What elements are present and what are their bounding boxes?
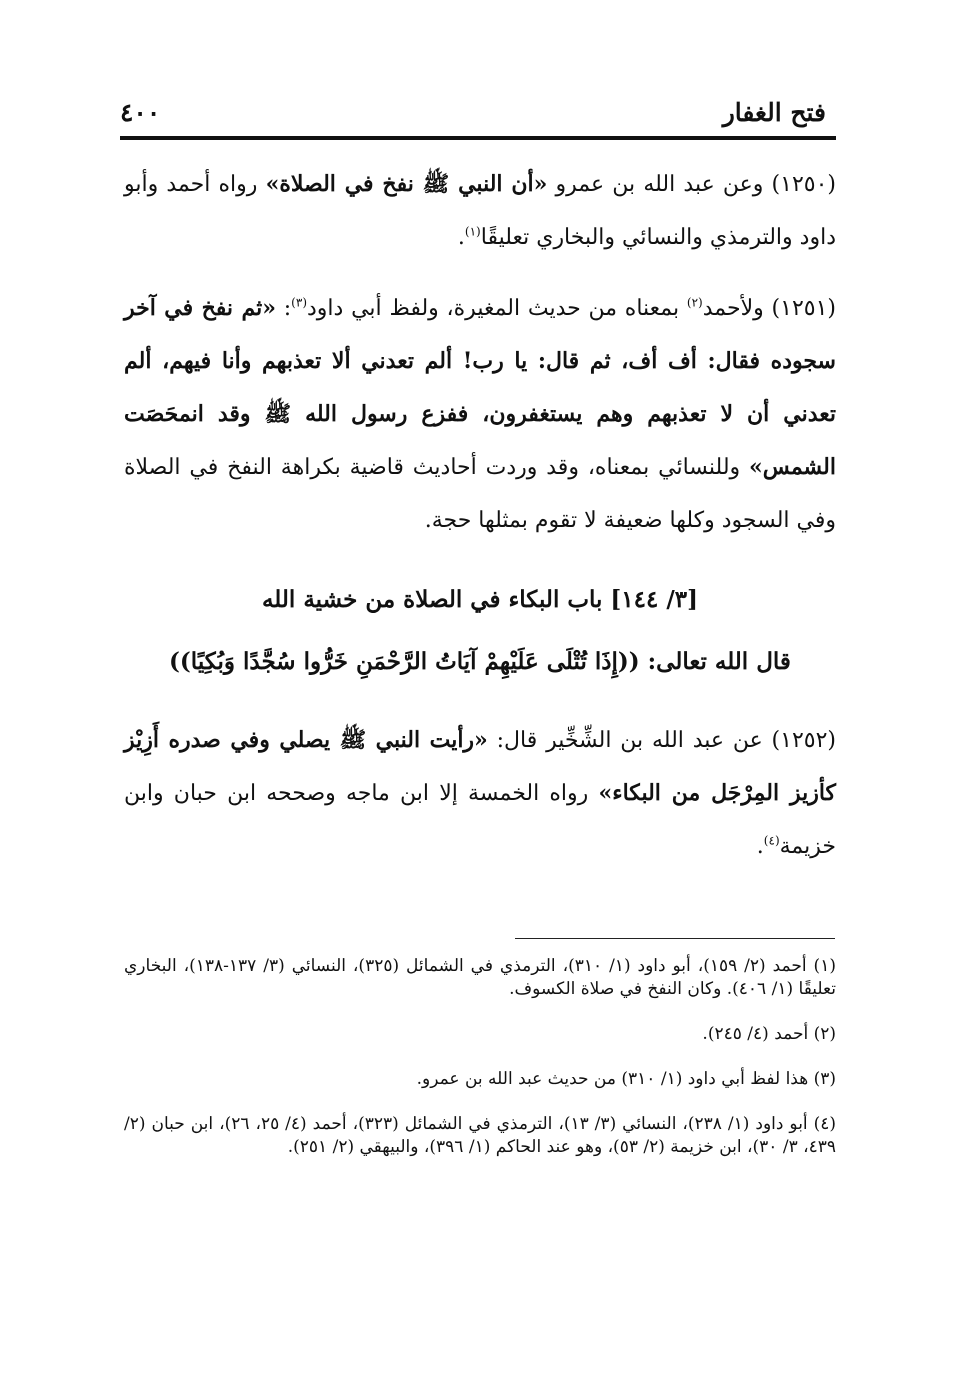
footnote-2: (٢) أحمد (٤/ ٢٤٥). [702, 1024, 836, 1044]
footnote-4: (٤) أبو داود (١/ ٢٣٨)، النسائي (٣/ ١٣)، الترمذي في الشمائل (٣٢٣)، أحمد (٤/ ٢٥، ٢٦)، ابن حبان (٢/ ٤٣٩، ٣/ ٣٠)، ابن خزيمة (٢/ ٥٣)، وهو عند الحاكم (١/ ٣٩٦)، والبيهقي (٢/ ٢٥١). [124, 1114, 837, 1157]
footnote-ref-1: (١) [464, 224, 481, 239]
hadith-quote: «ثم نفخ في آخر سجوده فقال: أف أف، ثم قال: يا رب! ألم تعدني ألا تعذبهم وأنا فيهم، ألم تعدني أن لا تعذبهم وهم يستغفرون، ففزع رسول الله ﷺ وقد انمحَصَت الشمس» [124, 295, 836, 480]
header-rule [120, 136, 836, 140]
page-number: ٤٠٠ [120, 98, 161, 127]
footnote-ref-4: (٤) [763, 833, 780, 848]
text-run: . [756, 834, 764, 859]
footnote-1: (١) أحمد (٢/ ١٥٩)، أبو داود (١/ ٣١٠)، الترمذي في الشمائل (٣٢٥)، النسائي (٣/ ١٣٧-١٣٨)، البخاري تعليقًا (١/ ٤٠٦). وكان النفخ في صلاة الكسوف. [124, 956, 836, 999]
hadith-1251 [124, 282, 836, 547]
text-run: (١٢٥١) ولأحمد [702, 296, 836, 321]
running-header [120, 94, 836, 134]
hadith-1250 [124, 158, 836, 264]
text-run: بمعناه من حديث المغيرة، ولفظ أبي داود [307, 296, 687, 321]
text-run: رواه الخمسة إلا ابن ماجه وصححه ابن حبان وابن خزيمة [124, 781, 836, 859]
text-run: (١٢٥٠) وعن عبد الله بن عمرو [547, 172, 836, 197]
text-run: . [457, 225, 465, 250]
chapter-heading: [٣/ ١٤٤] باب البكاء في الصلاة من خشية الله [261, 586, 699, 613]
footnote-3: (٣) هذا لفظ أبي داود (١/ ٣١٠) من حديث عبد الله بن عمرو. [416, 1069, 836, 1089]
hadith-1252 [124, 714, 836, 873]
text-run: : [275, 296, 292, 321]
text-run: وللنسائي بمعناه، وقد وردت أحاديث قاضية بكراهة النفخ في الصلاة وفي السجود وكلها ضعيفة لا تقوم بمثلها حجة. [124, 455, 836, 533]
footnote-ref-2: (٢) [686, 295, 703, 310]
hadith-quote: «رأيت النبي ﷺ يصلي وفي صدره أَزِيْز كأزيز المِرْجَل من البكاء» [124, 727, 837, 806]
text-run: رواه أحمد وأبو داود والترمذي والنسائي والبخاري تعليقًا [124, 172, 836, 250]
book-title: فتح الغفار [722, 98, 826, 127]
footnotes [124, 955, 836, 1181]
footnote-ref-3: (٣) [291, 295, 307, 310]
hadith-quote: «أن النبي ﷺ نفخ في الصلاة» [265, 171, 548, 197]
footnote-separator [515, 938, 835, 939]
text-run: (١٢٥٢) عن عبد الله بن الشِّخِّير قال: [487, 728, 836, 753]
quran-verse: قال الله تعالى: ((إِذَا تُتْلَى عَلَيْهِمْ آيَاتُ الرَّحْمَنِ خَرُّوا سُجَّدًا وَبُكِيًا)) [169, 648, 791, 675]
